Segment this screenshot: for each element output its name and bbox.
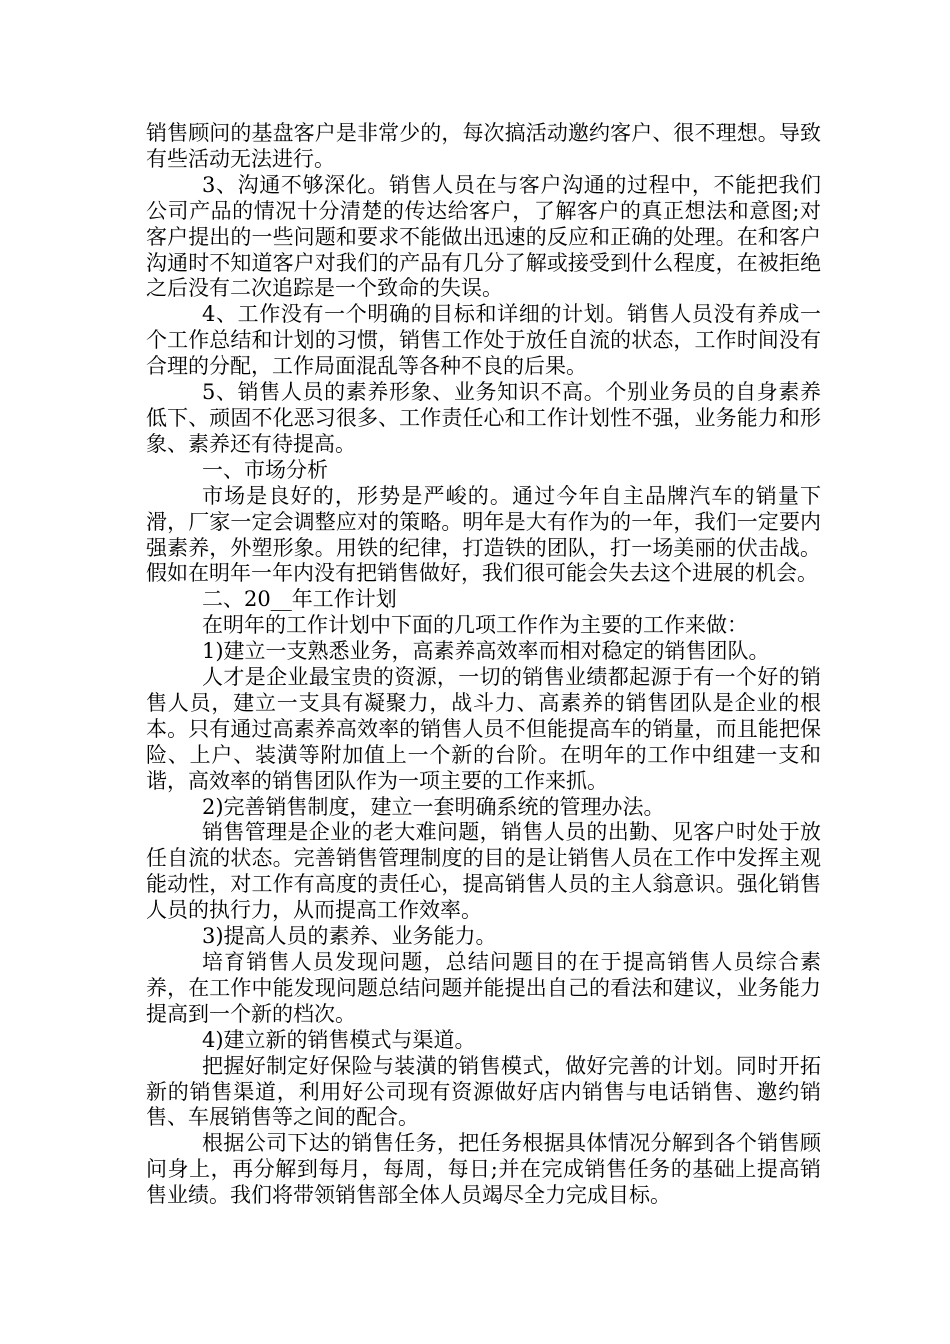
paragraph: 市场是良好的，形势是严峻的。通过今年自主品牌汽车的销量下滑，厂家一定会调整应对的策略。明年是大有作为的一年，我们一定要内强素养，外塑形象。用铁的纪律，打造铁的团队，打一场美丽的伏击战。假如在明年一年内没有把销售做好，我们很可能会失去这个进展的机会。 <box>146 483 821 586</box>
paragraph: 培育销售人员发现问题，总结问题目的在于提高销售人员综合素养，在工作中能发现问题总结问题并能提出自己的看法和建议，业务能力提高到一个新的档次。 <box>146 950 821 1026</box>
paragraph: 5、销售人员的素养形象、业务知识不高。个别业务员的自身素养低下、顽固不化恶习很多、工作责任心和工作计划性不强，业务能力和形象、素养还有待提高。 <box>146 380 821 456</box>
list-item-heading: 4)建立新的销售模式与渠道。 <box>202 1027 476 1052</box>
section-heading: 一、市场分析 <box>202 457 328 482</box>
document-body <box>146 121 821 1209</box>
list-item-heading: 3)提高人员的素养、业务能力。 <box>202 924 497 949</box>
list-item-heading: 1)建立一支熟悉业务，高素养高效率而相对稳定的销售团队。 <box>202 639 770 664</box>
list-item-heading: 2)完善销售制度，建立一套明确系统的管理办法。 <box>202 794 665 819</box>
paragraph: 4、工作没有一个明确的目标和详细的计划。销售人员没有养成一个工作总结和计划的习惯，销售工作处于放任自流的状态，工作时间没有合理的分配，工作局面混乱等各种不良的后果。 <box>146 302 821 379</box>
paragraph: 人才是企业最宝贵的资源，一切的销售业绩都起源于有一个好的销售人员，建立一支具有凝聚力，战斗力、高素养的销售团队是企业的根本。只有通过高素养高效率的销售人员不但能提高车的销量，而且能把保险、上户、装潢等附加值上一个新的台阶。在明年的工作中组建一支和谐，高效率的销售团队作为一项主要的工作来抓。 <box>146 665 821 793</box>
paragraph: 3、沟通不够深化。销售人员在与客户沟通的过程中，不能把我们公司产品的情况十分清楚的传达给客户，了解客户的真正想法和意图;对客户提出的一些问题和要求不能做出迅速的反应和正确的处理。在和客户沟通时不知道客户对我们的产品有几分了解或接受到什么程度，在被拒绝之后没有二次追踪是一个致命的失误。 <box>146 172 821 301</box>
paragraph: 销售管理是企业的老大难问题，销售人员的出勤、见客户时处于放任自流的状态。完善销售管理制度的目的是让销售人员在工作中发挥主观能动性，对工作有高度的责任心，提高销售人员的主人翁意识。强化销售人员的执行力，从而提高工作效率。 <box>146 820 821 923</box>
paragraph: 在明年的工作计划中下面的几项工作作为主要的工作来做： <box>202 613 748 638</box>
paragraph: 根据公司下达的销售任务，把任务根据具体情况分解到各个销售顾问身上，再分解到每月，每周，每日;并在完成销售任务的基础上提高销售业绩。我们将带领销售部全体人员竭尽全力完成目标。 <box>146 1131 821 1208</box>
paragraph: 销售顾问的基盘客户是非常少的，每次搞活动邀约客户、很不理想。导致有些活动无法进行。 <box>146 121 821 171</box>
section-heading: 二、20__年工作计划 <box>202 587 397 612</box>
paragraph: 把握好制定好保险与装潢的销售模式，做好完善的计划。同时开拓新的销售渠道，利用好公司现有资源做好店内销售与电话销售、邀约销售、车展销售等之间的配合。 <box>146 1053 821 1130</box>
